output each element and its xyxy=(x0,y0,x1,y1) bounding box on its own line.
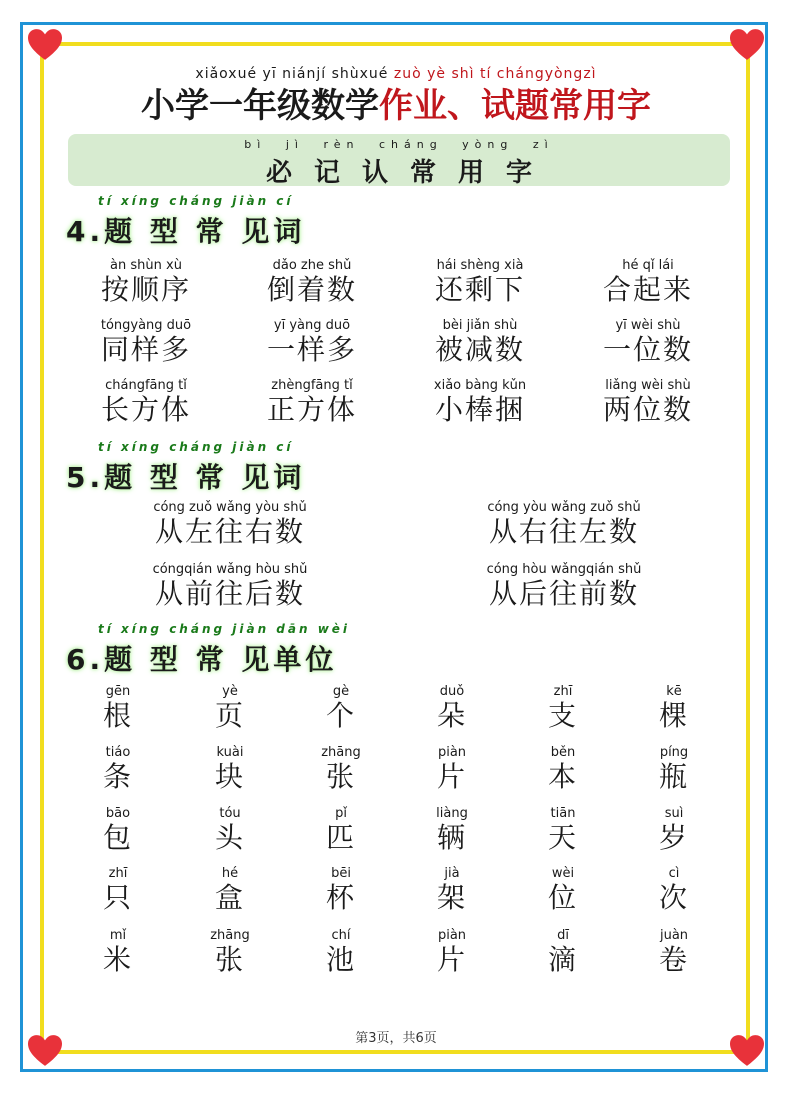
vocab-pinyin: zhī xyxy=(553,684,573,699)
vocab-hanzi: 张 xyxy=(214,943,245,976)
vocab-pinyin: pǐ xyxy=(335,806,347,821)
vocab-hanzi: 从前往后数 xyxy=(154,577,305,610)
vocab-hanzi: 一样多 xyxy=(266,333,357,366)
vocab-pinyin: piàn xyxy=(437,745,467,760)
vocab-hanzi: 滴 xyxy=(547,943,578,976)
vocab-pinyin: cì xyxy=(668,866,680,881)
vocab-item xyxy=(232,378,392,426)
vocab-pinyin: běn xyxy=(550,745,576,760)
vocab-pinyin: piàn xyxy=(437,928,467,943)
vocab-item xyxy=(296,806,386,854)
vocab-item xyxy=(73,806,163,854)
vocab-pinyin: dǎo zhe shǔ xyxy=(272,258,352,273)
vocab-pinyin: zhāng xyxy=(321,745,361,760)
banner-text: 必记认常用字 xyxy=(265,158,554,188)
section6-pinyin: tí xíng cháng jiàn dān wèi xyxy=(98,622,351,636)
vocab-hanzi: 支 xyxy=(547,699,578,732)
banner-pinyin: bì jì rèn cháng yòng zì xyxy=(244,138,554,151)
vocab-item xyxy=(518,684,608,732)
vocab-pinyin: xiǎo bàng kǔn xyxy=(433,378,527,393)
vocab-pinyin: gè xyxy=(332,684,350,699)
vocab-hanzi: 位 xyxy=(547,881,578,914)
vocab-item xyxy=(185,745,275,793)
vocab-pinyin: juàn xyxy=(659,928,689,943)
vocab-hanzi: 倒着数 xyxy=(266,273,357,306)
vocab-hanzi: 块 xyxy=(214,760,245,793)
vocab-pinyin: kuài xyxy=(216,745,244,760)
page-footer: 第3页，共6页 xyxy=(355,1031,437,1046)
title-pinyin-black: xiǎoxué yī niánjí shùxué xyxy=(195,66,389,82)
vocab-item xyxy=(407,806,497,854)
vocab-hanzi: 从左往右数 xyxy=(154,515,305,548)
vocab-pinyin: àn shùn xù xyxy=(110,258,182,273)
vocab-hanzi: 岁 xyxy=(658,821,689,854)
title-black: 小学一年级数学 xyxy=(141,86,379,126)
vocab-pinyin: chángfāng tǐ xyxy=(105,378,187,393)
vocab-pinyin: yè xyxy=(222,684,238,699)
vocab-item xyxy=(568,378,728,426)
vocab-hanzi: 被减数 xyxy=(434,333,525,366)
vocab-pinyin: hé xyxy=(221,866,239,881)
vocab-pinyin: píng xyxy=(659,745,689,760)
vocab-hanzi: 还剩下 xyxy=(434,273,525,306)
title-red: 作业、试题常用字 xyxy=(379,86,651,126)
title-pinyin xyxy=(0,66,792,82)
vocab-item xyxy=(296,684,386,732)
vocab-item xyxy=(454,500,674,548)
vocab-item xyxy=(296,745,386,793)
vocab-hanzi: 瓶 xyxy=(658,760,689,793)
banner xyxy=(68,134,730,186)
heart-icon xyxy=(28,28,62,62)
section5-pinyin: tí xíng cháng jiàn cí xyxy=(98,440,294,454)
vocab-item xyxy=(518,745,608,793)
vocab-item xyxy=(400,258,560,306)
vocab-item xyxy=(629,866,719,914)
vocab-hanzi: 朵 xyxy=(436,699,467,732)
vocab-hanzi: 合起来 xyxy=(602,273,693,306)
vocab-hanzi: 架 xyxy=(436,881,467,914)
vocab-pinyin: liàng xyxy=(436,806,468,821)
vocab-pinyin: zhī xyxy=(108,866,128,881)
vocab-hanzi: 页 xyxy=(214,699,245,732)
vocab-hanzi: 杯 xyxy=(325,881,356,914)
vocab-pinyin: cóng zuǒ wǎng yòu shǔ xyxy=(153,500,307,515)
vocab-hanzi: 只 xyxy=(102,881,133,914)
vocab-item xyxy=(629,745,719,793)
vocab-hanzi: 包 xyxy=(102,821,133,854)
title-pinyin-red: zuò yè shì tí chángyòngzì xyxy=(393,66,597,82)
vocab-hanzi: 个 xyxy=(325,699,356,732)
vocab-item xyxy=(296,866,386,914)
vocab-hanzi: 天 xyxy=(547,821,578,854)
vocab-hanzi: 同样多 xyxy=(100,333,191,366)
vocab-item xyxy=(568,258,728,306)
vocab-pinyin: bāo xyxy=(105,806,131,821)
vocab-hanzi: 小棒捆 xyxy=(434,393,525,426)
vocab-item xyxy=(629,928,719,976)
vocab-pinyin: jià xyxy=(444,866,460,881)
vocab-item xyxy=(296,928,386,976)
vocab-pinyin: tiáo xyxy=(105,745,131,760)
vocab-hanzi: 盒 xyxy=(214,881,245,914)
vocab-item xyxy=(454,562,674,610)
page-title xyxy=(0,86,792,126)
vocab-item xyxy=(407,684,497,732)
vocab-item xyxy=(185,684,275,732)
vocab-item xyxy=(73,684,163,732)
vocab-pinyin: gēn xyxy=(105,684,131,699)
vocab-item xyxy=(629,806,719,854)
vocab-pinyin: bēi xyxy=(331,866,351,881)
vocab-pinyin: tiān xyxy=(550,806,576,821)
vocab-hanzi: 头 xyxy=(214,821,245,854)
vocab-pinyin: liǎng wèi shù xyxy=(605,378,691,393)
vocab-item xyxy=(407,928,497,976)
vocab-hanzi: 一位数 xyxy=(602,333,693,366)
vocab-hanzi: 米 xyxy=(102,943,133,976)
vocab-item xyxy=(66,318,226,366)
vocab-item xyxy=(568,318,728,366)
vocab-hanzi: 条 xyxy=(102,760,133,793)
vocab-item xyxy=(518,928,608,976)
vocab-item xyxy=(120,562,340,610)
section4-pinyin: tí xíng cháng jiàn cí xyxy=(98,194,294,208)
vocab-item xyxy=(185,928,275,976)
vocab-hanzi: 辆 xyxy=(436,821,467,854)
vocab-item xyxy=(73,745,163,793)
vocab-hanzi: 片 xyxy=(436,943,467,976)
vocab-hanzi: 次 xyxy=(658,881,689,914)
vocab-pinyin: hái shèng xià xyxy=(436,258,524,273)
heart-icon xyxy=(730,28,764,62)
vocab-pinyin: dī xyxy=(557,928,569,943)
vocab-pinyin: tóngyàng duō xyxy=(100,318,192,333)
vocab-hanzi: 从右往左数 xyxy=(488,515,639,548)
vocab-pinyin: tóu xyxy=(219,806,241,821)
vocab-hanzi: 棵 xyxy=(658,699,689,732)
vocab-item xyxy=(400,378,560,426)
vocab-pinyin: yī yàng duō xyxy=(273,318,351,333)
vocab-item xyxy=(232,258,392,306)
vocab-hanzi: 从后往前数 xyxy=(488,577,639,610)
vocab-pinyin: hé qǐ lái xyxy=(622,258,674,273)
section6-heading: 6.题 型 常 见单位 xyxy=(66,643,338,676)
vocab-item xyxy=(185,806,275,854)
vocab-pinyin: yī wèi shù xyxy=(615,318,681,333)
vocab-hanzi: 按顺序 xyxy=(100,273,191,306)
vocab-pinyin: kē xyxy=(666,684,682,699)
vocab-hanzi: 卷 xyxy=(658,943,689,976)
section5-heading: 5.题 型 常 见词 xyxy=(66,461,306,494)
vocab-item xyxy=(629,684,719,732)
vocab-hanzi: 片 xyxy=(436,760,467,793)
vocab-pinyin: bèi jiǎn shù xyxy=(442,318,518,333)
vocab-hanzi: 本 xyxy=(547,760,578,793)
vocab-item xyxy=(407,745,497,793)
vocab-hanzi: 根 xyxy=(102,699,133,732)
vocab-item xyxy=(185,866,275,914)
vocab-pinyin: cóngqián wǎng hòu shǔ xyxy=(152,562,308,577)
vocab-item xyxy=(400,318,560,366)
vocab-pinyin: zhāng xyxy=(210,928,250,943)
vocab-item xyxy=(518,806,608,854)
vocab-item xyxy=(73,866,163,914)
vocab-pinyin: chí xyxy=(331,928,351,943)
vocab-item xyxy=(120,500,340,548)
vocab-hanzi: 池 xyxy=(325,943,356,976)
vocab-pinyin: zhèngfāng tǐ xyxy=(271,378,353,393)
vocab-pinyin: suì xyxy=(664,806,684,821)
vocab-item xyxy=(232,318,392,366)
vocab-hanzi: 正方体 xyxy=(266,393,357,426)
vocab-hanzi: 匹 xyxy=(325,821,356,854)
vocab-hanzi: 张 xyxy=(325,760,356,793)
vocab-pinyin: mǐ xyxy=(109,928,127,943)
section4-heading: 4.题 型 常 见词 xyxy=(66,215,306,248)
vocab-item xyxy=(66,378,226,426)
vocab-pinyin: duǒ xyxy=(439,684,465,699)
vocab-item xyxy=(407,866,497,914)
vocab-item xyxy=(66,258,226,306)
vocab-pinyin: cóng yòu wǎng zuǒ shǔ xyxy=(487,500,641,515)
vocab-hanzi: 长方体 xyxy=(100,393,191,426)
vocab-hanzi: 两位数 xyxy=(602,393,693,426)
vocab-pinyin: wèi xyxy=(551,866,575,881)
vocab-item xyxy=(518,866,608,914)
vocab-pinyin: cóng hòu wǎngqián shǔ xyxy=(486,562,642,577)
vocab-item xyxy=(73,928,163,976)
